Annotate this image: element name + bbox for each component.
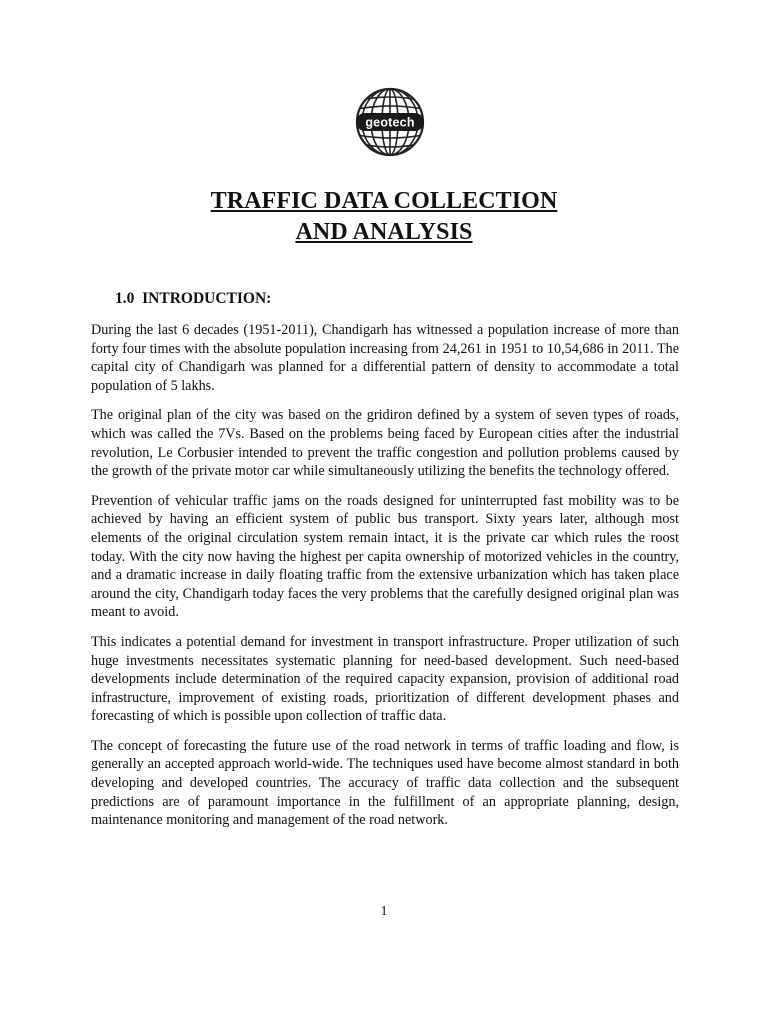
paragraph-2: The original plan of the city was based on the gridiron defined by a system of seven types of roads, which was called the 7Vs. Based on the problems being faced by European cities after the industrial revolution, Le Corbusier intended to prevent the traffic congestion and pollution problems caused by the growth of the private motor car while simultaneously utilizing the benefits the technology offered. — [91, 407, 679, 480]
globe-logo-icon — [355, 87, 425, 157]
paragraph-3: Prevention of vehicular traffic jams on the roads designed for uninterrupted fast mobility was to be achieved by having an efficient system of public bus transport. Sixty years later, although most elements of the original circulation system remain intact, it is the private car which rules the roost today. With the city now having the highest per capita ownership of motorized vehicles in the country, and a dramatic increase in daily floating traffic from the extensive urbanization which has taken place around the city, Chandigarh today faces the very problems that the carefully designed original plan was meant to avoid. — [91, 492, 679, 621]
paragraph-1: During the last 6 decades (1951-2011), Chandigarh has witnessed a population increase of more than forty four times with the absolute population increasing from 24,261 in 1951 to 10,54,686 in 2011. The capital city of Chandigarh was planned for a differential pattern of density to accommodate a total population of 5 lakhs. — [91, 322, 679, 394]
paragraph-4: This indicates a potential demand for investment in transport infrastructure. Proper utilization of such huge investments necessitates systematic planning for need-based development. Such need-based developments include determination of the required capacity expansion, provision of additional road infrastructure, improvement of existing roads, prioritization of different development phases and forecasting of which is possible upon collection of traffic data. — [91, 633, 679, 725]
body-text — [91, 321, 679, 841]
logo-text: geotech — [365, 115, 415, 130]
document-title-line-2: AND ANALYSIS — [295, 219, 473, 245]
paragraph-5: The concept of forecasting the future use of the road network in terms of traffic loading and flow, is generally an accepted approach world-wide. The techniques used have become almost standard in both developing and developed countries. The accuracy of traffic data collection and the subsequent predictions are of paramount importance in the fulfillment of an appropriate planning, design, maintenance monitoring and management of the road network. — [91, 737, 679, 829]
page-number: 1 — [380, 904, 388, 919]
document-title-line-1: TRAFFIC DATA COLLECTION — [210, 188, 558, 214]
section-heading: 1.0 INTRODUCTION: — [115, 290, 272, 307]
